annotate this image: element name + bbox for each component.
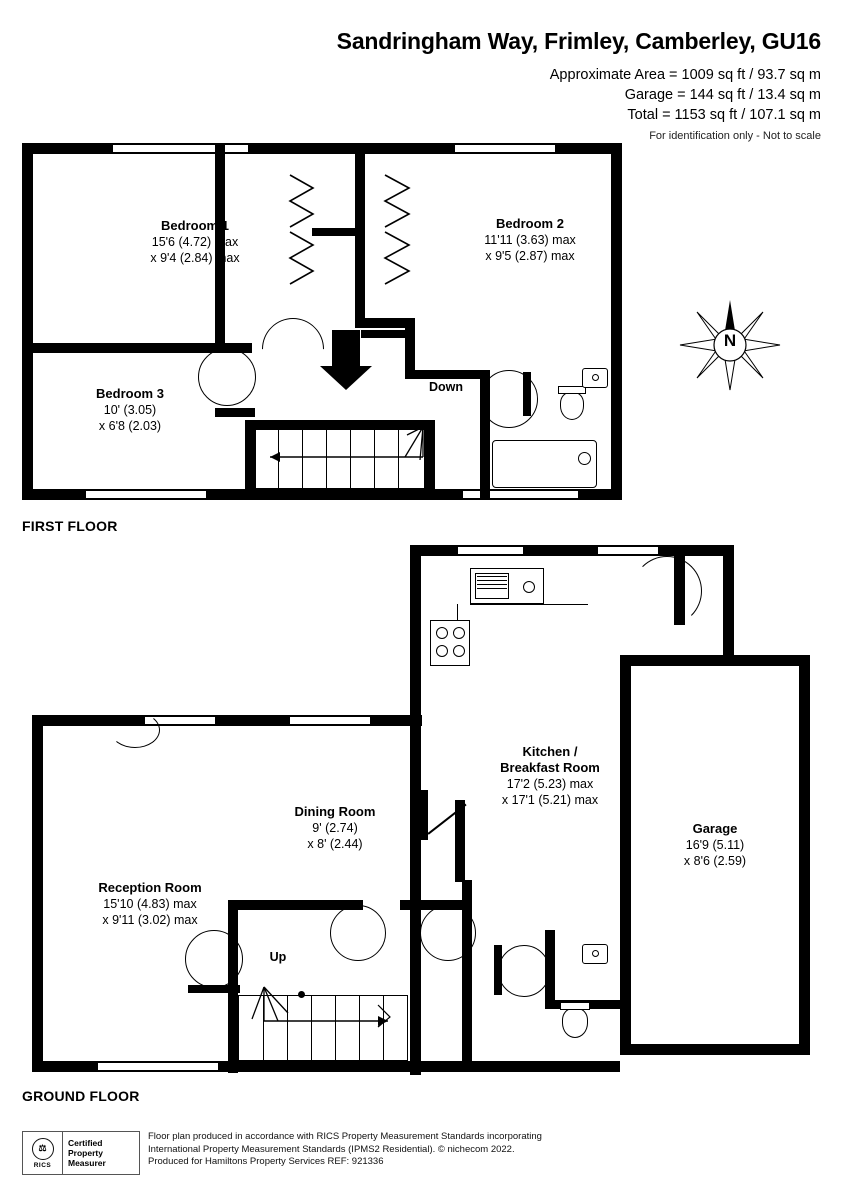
wall-kitchen-hall bbox=[455, 800, 465, 882]
kitchen-dim1: 17'2 (5.23) max bbox=[506, 777, 594, 791]
window-kitchen-rear-1 bbox=[458, 546, 523, 555]
window-bed1-front bbox=[113, 144, 248, 153]
window-bed2-front bbox=[455, 144, 555, 153]
wall-wardrobe-divider bbox=[312, 228, 364, 236]
wc-cistern bbox=[560, 1002, 590, 1010]
rics-logo-icon bbox=[23, 1132, 63, 1174]
wall-wc-bottom bbox=[410, 1061, 620, 1072]
landing-arrow-icon bbox=[300, 330, 390, 392]
toilet-cistern bbox=[558, 386, 586, 394]
toilet-fixture bbox=[560, 392, 584, 420]
rics-line3: Measurer bbox=[68, 1158, 106, 1168]
wall-left-first bbox=[22, 143, 33, 500]
door-kitchen-hall-arc bbox=[420, 905, 476, 961]
stairs-down-label: Down bbox=[428, 380, 464, 394]
footer-note-line2: International Property Measurement Standards (IPMS2 Residential). © nichecom 2022. bbox=[148, 1143, 515, 1155]
rics-line2: Property bbox=[68, 1148, 103, 1158]
wall-garage-bottom bbox=[620, 1044, 810, 1055]
hob-fixture bbox=[430, 620, 470, 666]
stairs-up-label: Up bbox=[269, 950, 287, 964]
footer-note bbox=[148, 1131, 788, 1169]
bedroom1-dim1: 15'6 (4.72) max bbox=[151, 235, 239, 249]
window-reception-front bbox=[98, 1062, 218, 1071]
room-label-bedroom3 bbox=[35, 386, 225, 434]
window-bay-arc bbox=[110, 712, 160, 748]
ground-floor-caption: GROUND FLOOR bbox=[22, 1088, 140, 1104]
room-label-bedroom2 bbox=[435, 216, 625, 264]
wall-right-first bbox=[611, 143, 622, 500]
garage-area-line: Garage = 144 sq ft / 13.4 sq m bbox=[624, 87, 821, 103]
area-summary bbox=[550, 65, 821, 125]
door-dining-arc bbox=[330, 905, 386, 961]
garage-name: Garage bbox=[692, 821, 738, 836]
dining-dim1: 9' (2.74) bbox=[312, 821, 358, 835]
bath-tap-icon bbox=[578, 452, 591, 465]
stair-direction-down-icon bbox=[255, 415, 430, 490]
window-dining-rear bbox=[290, 716, 370, 725]
wall-stair-left bbox=[245, 420, 255, 500]
wall-bathroom-top bbox=[405, 370, 490, 379]
garage-dim1: 16'9 (5.11) bbox=[685, 838, 745, 852]
worktop-line-rear bbox=[470, 604, 588, 605]
rics-badge-block bbox=[22, 1131, 140, 1175]
dining-dim2: x 8' (2.44) bbox=[307, 837, 363, 851]
rics-mark-text: RICS bbox=[33, 1161, 52, 1169]
wc-toilet-fixture bbox=[562, 1008, 588, 1038]
first-floor-caption: FIRST FLOOR bbox=[22, 518, 118, 534]
room-label-garage bbox=[620, 821, 810, 869]
bedroom1-name: Bedroom 1 bbox=[161, 218, 229, 233]
room-label-reception bbox=[35, 880, 265, 928]
kitchen-name-line2: Breakfast Room bbox=[500, 760, 600, 775]
rics-certification-text bbox=[63, 1138, 106, 1168]
room-label-kitchen bbox=[455, 744, 645, 808]
window-bed3-rear bbox=[86, 490, 206, 499]
wall-stair-left-ground bbox=[228, 985, 238, 1073]
reception-name: Reception Room bbox=[98, 880, 202, 895]
approx-area-line: Approximate Area = 1009 sq ft / 93.7 sq m bbox=[549, 67, 821, 83]
reception-dim2: x 9'11 (3.02) max bbox=[102, 913, 198, 927]
wall-garage-top bbox=[620, 655, 810, 666]
wall-garage-link-right bbox=[723, 545, 734, 660]
kitchen-name-line1: Kitchen / bbox=[522, 744, 578, 759]
bedroom3-dim1: 10' (3.05) bbox=[103, 403, 157, 417]
dining-name: Dining Room bbox=[294, 804, 376, 819]
bedroom2-dim2: x 9'5 (2.87) max bbox=[485, 249, 575, 263]
bedroom2-dim1: 11'11 (3.63) max bbox=[484, 233, 576, 247]
reception-dim1: 15'10 (4.83) max bbox=[103, 897, 197, 911]
wall-landing-right bbox=[405, 318, 415, 378]
compass-rose bbox=[675, 295, 785, 395]
wc-basin-tap-icon bbox=[592, 950, 599, 957]
stair-newel-dot bbox=[416, 423, 423, 430]
kitchen-sink-fixture bbox=[470, 568, 544, 604]
kitchen-dim2: x 17'1 (5.21) max bbox=[501, 793, 599, 807]
footer-note-line1: Floor plan produced in accordance with RICS Property Measurement Standards incorporating bbox=[148, 1131, 542, 1142]
footer-note-line3: Produced for Hamiltons Property Services REF: 921336 bbox=[148, 1156, 384, 1167]
bedroom1-dim2: x 9'4 (2.84) max bbox=[150, 251, 240, 265]
window-kitchen-rear-2 bbox=[598, 546, 658, 555]
door-garage-side-arc bbox=[632, 556, 702, 626]
compass-north-label: N bbox=[723, 331, 737, 350]
door-leaf-bathroom bbox=[523, 372, 531, 416]
door-wc-arc bbox=[498, 945, 550, 997]
rics-line1: Certified bbox=[68, 1138, 103, 1148]
rics-seal-icon: ⚖ bbox=[32, 1138, 54, 1160]
page-title: Sandringham Way, Frimley, Camberley, GU16 bbox=[336, 28, 821, 54]
basin-tap-icon bbox=[592, 374, 599, 381]
door-leaf-wc bbox=[494, 945, 502, 995]
stair-newel-dot-ground bbox=[298, 991, 305, 998]
room-label-dining bbox=[245, 804, 425, 852]
total-area-line: Total = 1153 sq ft / 107.1 sq m bbox=[627, 107, 821, 123]
bedroom3-name: Bedroom 3 bbox=[96, 386, 164, 401]
bedroom3-dim2: x 6'8 (2.03) bbox=[98, 419, 162, 433]
garage-dim2: x 8'6 (2.59) bbox=[683, 854, 747, 868]
room-label-bedroom1 bbox=[100, 218, 290, 266]
stair-direction-up-icon bbox=[238, 975, 438, 1067]
scale-disclaimer: For identification only - Not to scale bbox=[649, 130, 821, 142]
bedroom2-name: Bedroom 2 bbox=[496, 216, 564, 231]
